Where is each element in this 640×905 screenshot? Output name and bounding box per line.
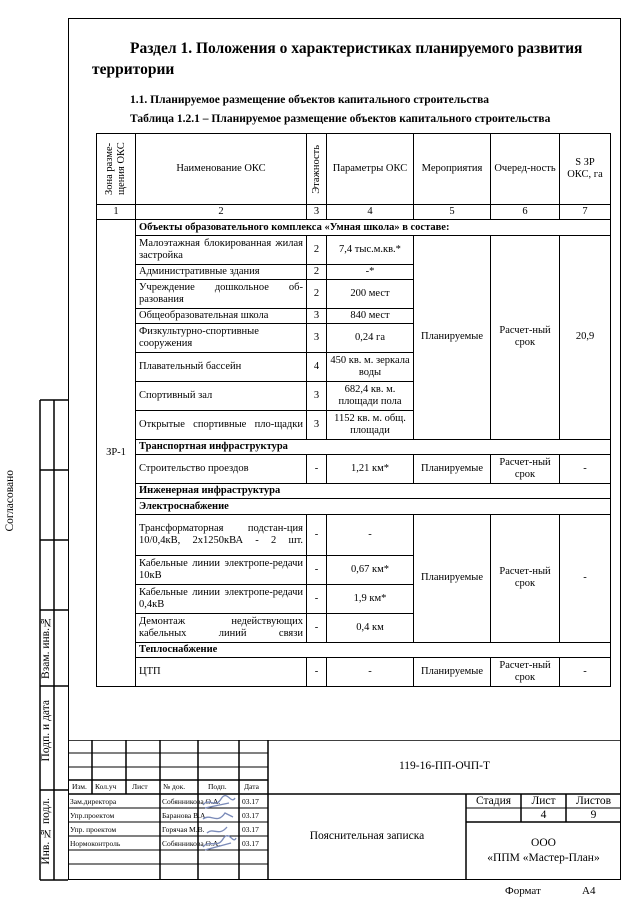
signature-marks — [201, 795, 237, 851]
table-row — [97, 235, 611, 264]
oks-floors: 2 — [307, 235, 327, 264]
oks-params: 1152 кв. м. общ. площади — [327, 410, 414, 439]
col-head-sheet: Лист — [132, 782, 148, 791]
oks-floors: - — [307, 455, 327, 484]
oks-name: Административные здания — [136, 264, 307, 279]
org-line1: ООО — [531, 837, 556, 849]
sheets-label: Листов — [575, 795, 612, 807]
group-row-power — [97, 499, 611, 514]
section-title — [92, 38, 612, 80]
group-row-engineering — [97, 484, 611, 499]
oks-name: Малоэтажная блокированная жилая застройка — [136, 235, 307, 264]
table-row — [97, 514, 611, 555]
oks-params: 200 мест — [327, 280, 414, 309]
oks-name: Плавательный бассейн — [136, 353, 307, 382]
table-row — [97, 455, 611, 484]
oks-floors: - — [307, 613, 327, 642]
person-name: Собянникова О.А. — [162, 839, 221, 848]
col-number: 1 — [97, 205, 136, 220]
oks-floors: 3 — [307, 309, 327, 324]
person-date: 03.17 — [242, 811, 259, 820]
table-header-row — [97, 134, 611, 205]
oks-floors: - — [307, 514, 327, 555]
power-queue: Расчет-ный срок — [491, 514, 560, 642]
group-school: Объекты образовательного комплекса «Умная школа» в составе: — [136, 220, 611, 235]
title-block — [68, 740, 621, 880]
col-number: 5 — [414, 205, 491, 220]
format-label: Формат — [505, 885, 541, 897]
col-head-sign: Подп. — [208, 782, 227, 791]
doc-name: Пояснительная записка — [309, 830, 425, 842]
header-floors: Этажность — [307, 134, 327, 205]
transport-queue: Расчет-ный срок — [491, 455, 560, 484]
oks-params: 450 кв. м. зеркала воды — [327, 353, 414, 382]
oks-params: 682,4 кв. м. площади пола — [327, 382, 414, 411]
section-title-line1: Раздел 1. Положения о характеристиках планируемого развития — [130, 40, 583, 57]
replace-inv-label: Взам. инв.№ — [40, 616, 52, 679]
person-name: Горячая М.В. — [162, 825, 205, 834]
heat-area: - — [560, 658, 611, 687]
oks-floors: 2 — [307, 280, 327, 309]
school-queue: Расчет-ный срок — [491, 235, 560, 439]
oks-params: 1,21 км* — [327, 455, 414, 484]
stage-label: Стадия — [475, 795, 512, 807]
person-role: Упр.проектом — [70, 811, 115, 820]
zone-cell: ЗР-1 — [97, 220, 136, 687]
header-name: Наименование ОКС — [136, 134, 307, 205]
school-area: 20,9 — [560, 235, 611, 439]
oks-floors: 3 — [307, 382, 327, 411]
doc-code: 119-16-ПП-ОЧП-Т — [398, 760, 491, 772]
header-measures: Мероприятия — [414, 134, 491, 205]
group-row-transport — [97, 439, 611, 454]
oks-name: Демонтаж недействующих кабельных линий связи — [136, 613, 307, 642]
side-strip-lines — [0, 0, 70, 905]
oks-name: Кабельные линии электропе-редачи 10кВ — [136, 556, 307, 585]
power-area: - — [560, 514, 611, 642]
oks-name: Открытые спортивные пло-щадки — [136, 410, 307, 439]
sheet-label: Лист — [531, 795, 556, 807]
oks-params: 7,4 тыс.м.кв.* — [327, 235, 414, 264]
oks-floors: 3 — [307, 324, 327, 353]
group-heat: Теплоснабжение — [136, 642, 611, 657]
oks-name: Учреждение дошкольное об-разования — [136, 280, 307, 309]
col-head-doc: № док. — [163, 782, 186, 791]
school-measures: Планируемые — [414, 235, 491, 439]
oks-name: Строительство проездов — [136, 455, 307, 484]
person-date: 03.17 — [242, 825, 259, 834]
col-head-change: Изм. — [72, 782, 87, 791]
oks-params: 1,9 км* — [327, 584, 414, 613]
person-date: 03.17 — [242, 797, 259, 806]
person-name: Собянникова О.А. — [162, 797, 221, 806]
heat-queue: Расчет-ный срок — [491, 658, 560, 687]
header-queue: Очеред-ность — [491, 134, 560, 205]
col-number: 4 — [327, 205, 414, 220]
person-role: Зам.директора — [70, 797, 117, 806]
transport-measures: Планируемые — [414, 455, 491, 484]
oks-floors: 4 — [307, 353, 327, 382]
org-line2: «ППМ «Мастер-План» — [487, 852, 600, 864]
col-head-count: Кол.уч — [95, 782, 117, 791]
section-title-line2: территории — [92, 61, 175, 78]
oks-name: ЦТП — [136, 658, 307, 687]
col-number: 2 — [136, 205, 307, 220]
transport-area: - — [560, 455, 611, 484]
oks-name: Кабельные линии электропе-редачи 0,4кВ — [136, 584, 307, 613]
oks-name: Трансформаторная подстан-ция 10/0,4кВ, 2х1250кВА - 2 шт. — [136, 514, 307, 555]
sheet-value: 4 — [540, 809, 547, 821]
col-number: 6 — [491, 205, 560, 220]
heat-measures: Планируемые — [414, 658, 491, 687]
sign-date-label: Подп. и дата — [40, 700, 52, 762]
header-params: Параметры ОКС — [327, 134, 414, 205]
person-name: Баранова В.А. — [162, 811, 208, 820]
power-measures: Планируемые — [414, 514, 491, 642]
col-number: 7 — [560, 205, 611, 220]
oks-floors: - — [307, 584, 327, 613]
person-role: Нормоконтроль — [70, 839, 121, 848]
oks-params: - — [327, 658, 414, 687]
inv-orig-label: Инв. № подл. — [40, 798, 52, 865]
header-area: S ЗР ОКС, га — [560, 134, 611, 205]
agreed-label: Согласовано — [4, 470, 16, 532]
col-head-date: Дата — [244, 782, 259, 791]
placement-table — [96, 133, 611, 687]
subsection-title: 1.1. Планируемое размещение объектов капитального строительства — [130, 94, 490, 106]
header-zone: Зона разме-щения ОКС — [97, 134, 136, 205]
oks-params: -* — [327, 264, 414, 279]
oks-name: Физкультурно-спортивные сооружения — [136, 324, 307, 353]
oks-params: 840 мест — [327, 309, 414, 324]
oks-params: 0,4 км — [327, 613, 414, 642]
oks-name: Общеобразовательная школа — [136, 309, 307, 324]
oks-name: Спортивный зал — [136, 382, 307, 411]
oks-params: 0,67 км* — [327, 556, 414, 585]
oks-floors: 3 — [307, 410, 327, 439]
person-date: 03.17 — [242, 839, 259, 848]
group-engineering: Инженерная инфраструктура — [136, 484, 611, 499]
col-number-row — [97, 205, 611, 220]
oks-floors: - — [307, 658, 327, 687]
group-row-heat — [97, 642, 611, 657]
oks-params: - — [327, 514, 414, 555]
oks-floors: - — [307, 556, 327, 585]
table-row — [97, 658, 611, 687]
group-power: Электроснабжение — [136, 499, 611, 514]
group-row-school — [97, 220, 611, 235]
col-number: 3 — [307, 205, 327, 220]
group-transport: Транспортная инфраструктура — [136, 439, 611, 454]
sheets-value: 9 — [590, 809, 597, 821]
format-value: А4 — [582, 885, 596, 897]
oks-floors: 2 — [307, 264, 327, 279]
oks-params: 0,24 га — [327, 324, 414, 353]
person-role: Упр. проектом — [70, 825, 117, 834]
table-caption: Таблица 1.2.1 – Планируемое размещение объектов капитального строительства — [130, 113, 551, 125]
